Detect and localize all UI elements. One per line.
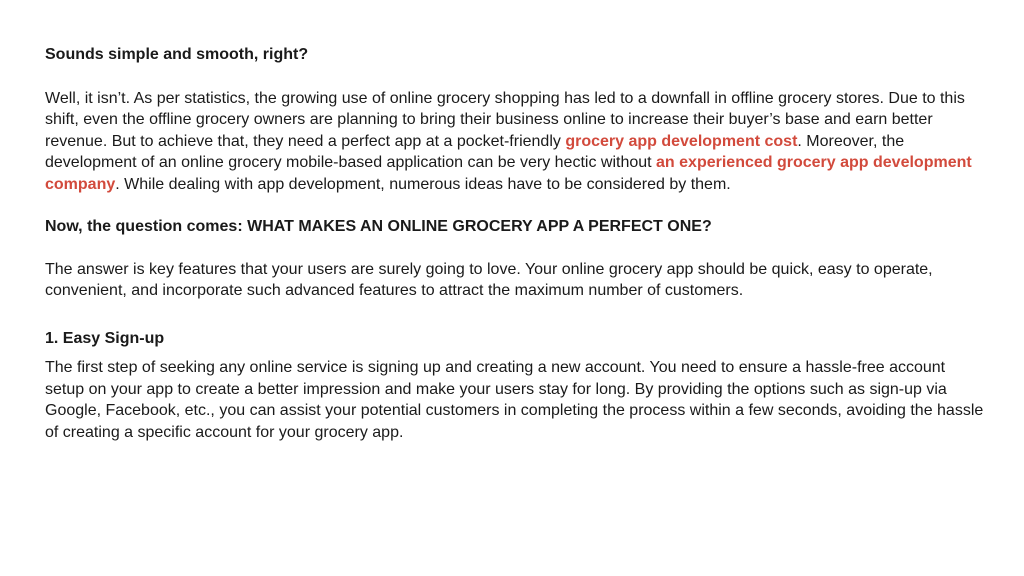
- intro-text-part3: . While dealing with app development, numerous ideas have to be considered by them.: [115, 175, 731, 193]
- section-easy-signup-body: The first step of seeking any online service is signing up and creating a new account. You need to ensure a hassle-free account setup on your app to create a better impression and make your users stay for long. By providing the options such as sign-up via Google, Facebook, etc., you can assist your potential customers in completing the process within a few seconds, avoiding the hassle of creating a specific account for your grocery app.: [45, 359, 984, 441]
- grocery-app-development-cost-link[interactable]: grocery app development cost: [565, 132, 798, 150]
- intro-paragraph: [45, 88, 984, 196]
- grocery-app-development-company-link[interactable]: an experienced grocery app development company: [45, 154, 972, 193]
- section-easy-signup-heading: 1. Easy Sign-up: [45, 329, 165, 347]
- intro-heading: Sounds simple and smooth, right?: [45, 46, 309, 63]
- intro-text-part2: . Moreover, the development of an online grocery mobile-based application can be very hectic without: [45, 132, 905, 171]
- question-heading: Now, the question comes: WHAT MAKES AN ONLINE GROCERY APP A PERFECT ONE?: [45, 218, 712, 235]
- intro-text-part1: Well, it isn’t. As per statistics, the growing use of online grocery shopping has led to a downfall in offline grocery stores. Due to this shift, even the offline grocery owners are planning to bring their business online to increase their buyer’s base and earn better revenue. But to achieve that, they need a perfect app at a pocket-friendly: [45, 89, 965, 150]
- answer-paragraph: The answer is key features that your users are surely going to love. Your online grocery app should be quick, easy to operate, convenient, and incorporate such advanced features to attract the maximum number of customers.: [45, 260, 933, 299]
